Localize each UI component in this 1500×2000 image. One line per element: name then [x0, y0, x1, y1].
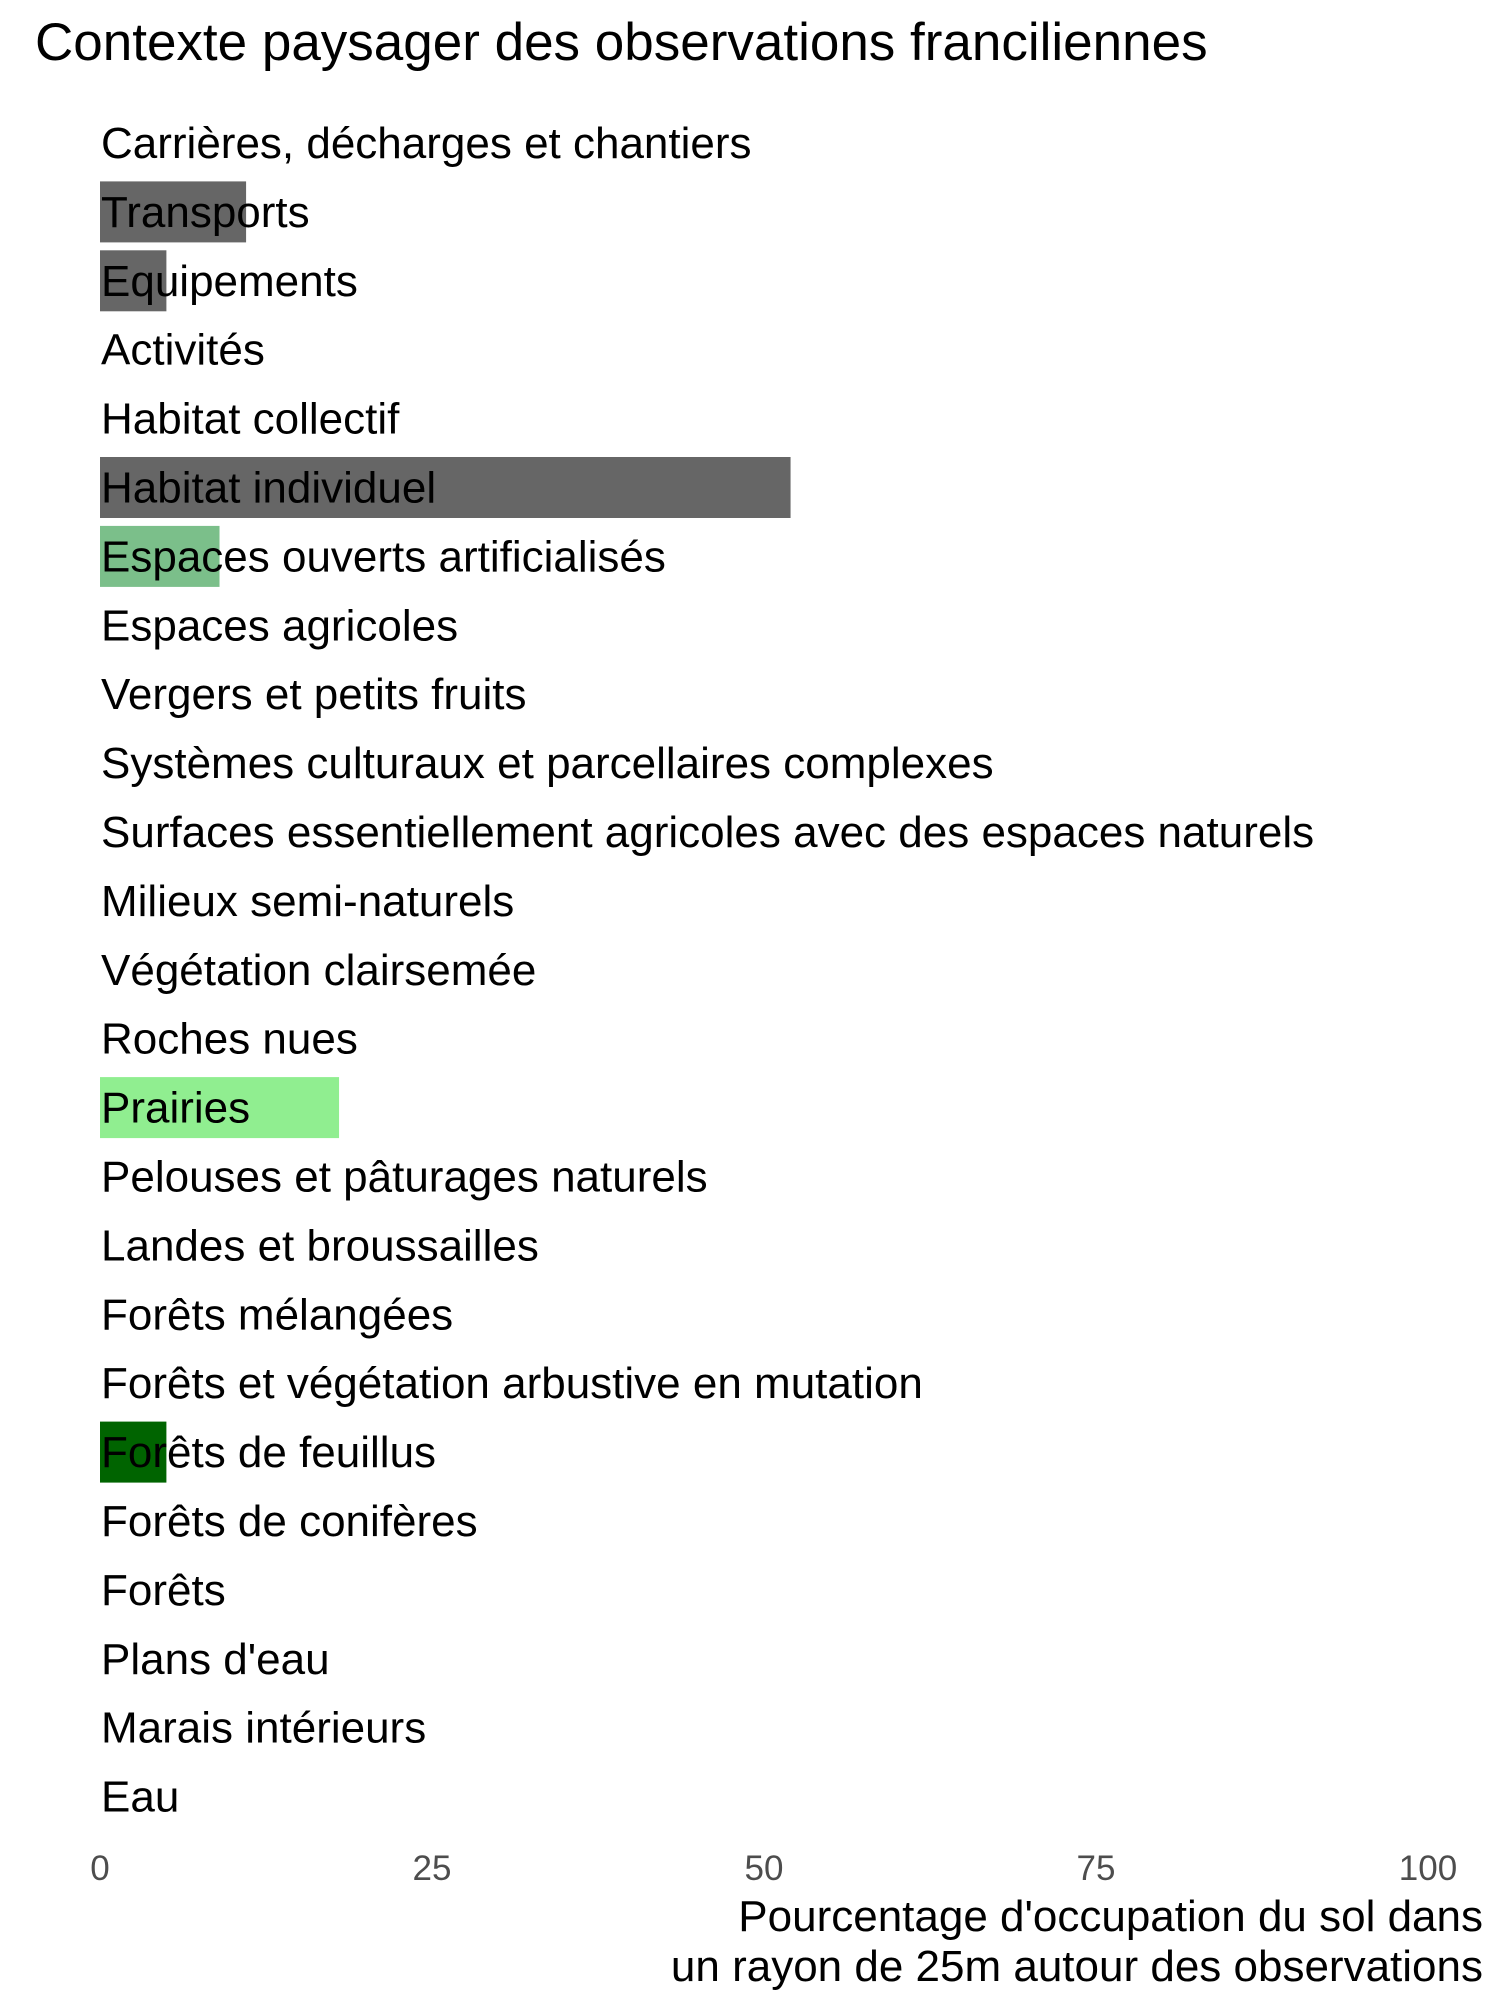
category-label: Pelouses et pâturages naturels	[101, 1152, 708, 1202]
category-label: Forêts de conifères	[101, 1497, 478, 1546]
category-label: Marais intérieurs	[101, 1703, 427, 1753]
x-tick-label: 75	[1076, 1849, 1116, 1888]
x-tick-label: 50	[744, 1849, 784, 1888]
category-label: Milieux semi-naturels	[101, 876, 515, 926]
category-label: Roches nues	[101, 1014, 358, 1064]
chart-title: Contexte paysager des observations franciliennes	[35, 13, 1208, 72]
category-label: Vergers et petits fruits	[101, 670, 527, 720]
x-tick-label: 25	[412, 1849, 452, 1888]
category-label: Systèmes culturaux et parcellaires complexes	[101, 739, 994, 789]
category-label: Forêts de feuillus	[101, 1428, 437, 1478]
category-label: Forêts	[101, 1565, 226, 1615]
category-label: Prairies	[101, 1083, 251, 1133]
category-label: Végétation clairsemée	[101, 945, 537, 995]
category-label: Espaces ouverts artificialisés	[101, 532, 666, 582]
category-label: Landes et broussailles	[101, 1221, 539, 1271]
x-tick-labels-group	[90, 1849, 1457, 1888]
category-label: Habitat individuel	[101, 463, 437, 513]
category-label: Plans d'eau	[101, 1634, 330, 1684]
category-label: Espaces agricoles	[101, 601, 459, 651]
x-tick-label: 100	[1398, 1849, 1458, 1888]
category-labels-group	[101, 119, 1314, 1822]
category-label: Eau	[101, 1772, 180, 1822]
x-axis-title: Pourcentage d'occupation du sol dans un rayon de 25m autour des observations	[670, 1892, 1483, 1991]
category-label: Habitat collectif	[101, 394, 400, 444]
category-label: Equipements	[101, 256, 358, 306]
category-label: Activités	[101, 325, 265, 375]
category-label: Forêts mélangées	[101, 1290, 454, 1340]
category-label: Transports	[101, 187, 310, 237]
category-label: Carrières, décharges et chantiers	[101, 119, 752, 168]
x-tick-label: 0	[90, 1849, 110, 1888]
category-label: Surfaces essentiellement agricoles avec des espaces naturels	[101, 808, 1315, 857]
category-label: Forêts et végétation arbustive en mutation	[101, 1359, 923, 1409]
